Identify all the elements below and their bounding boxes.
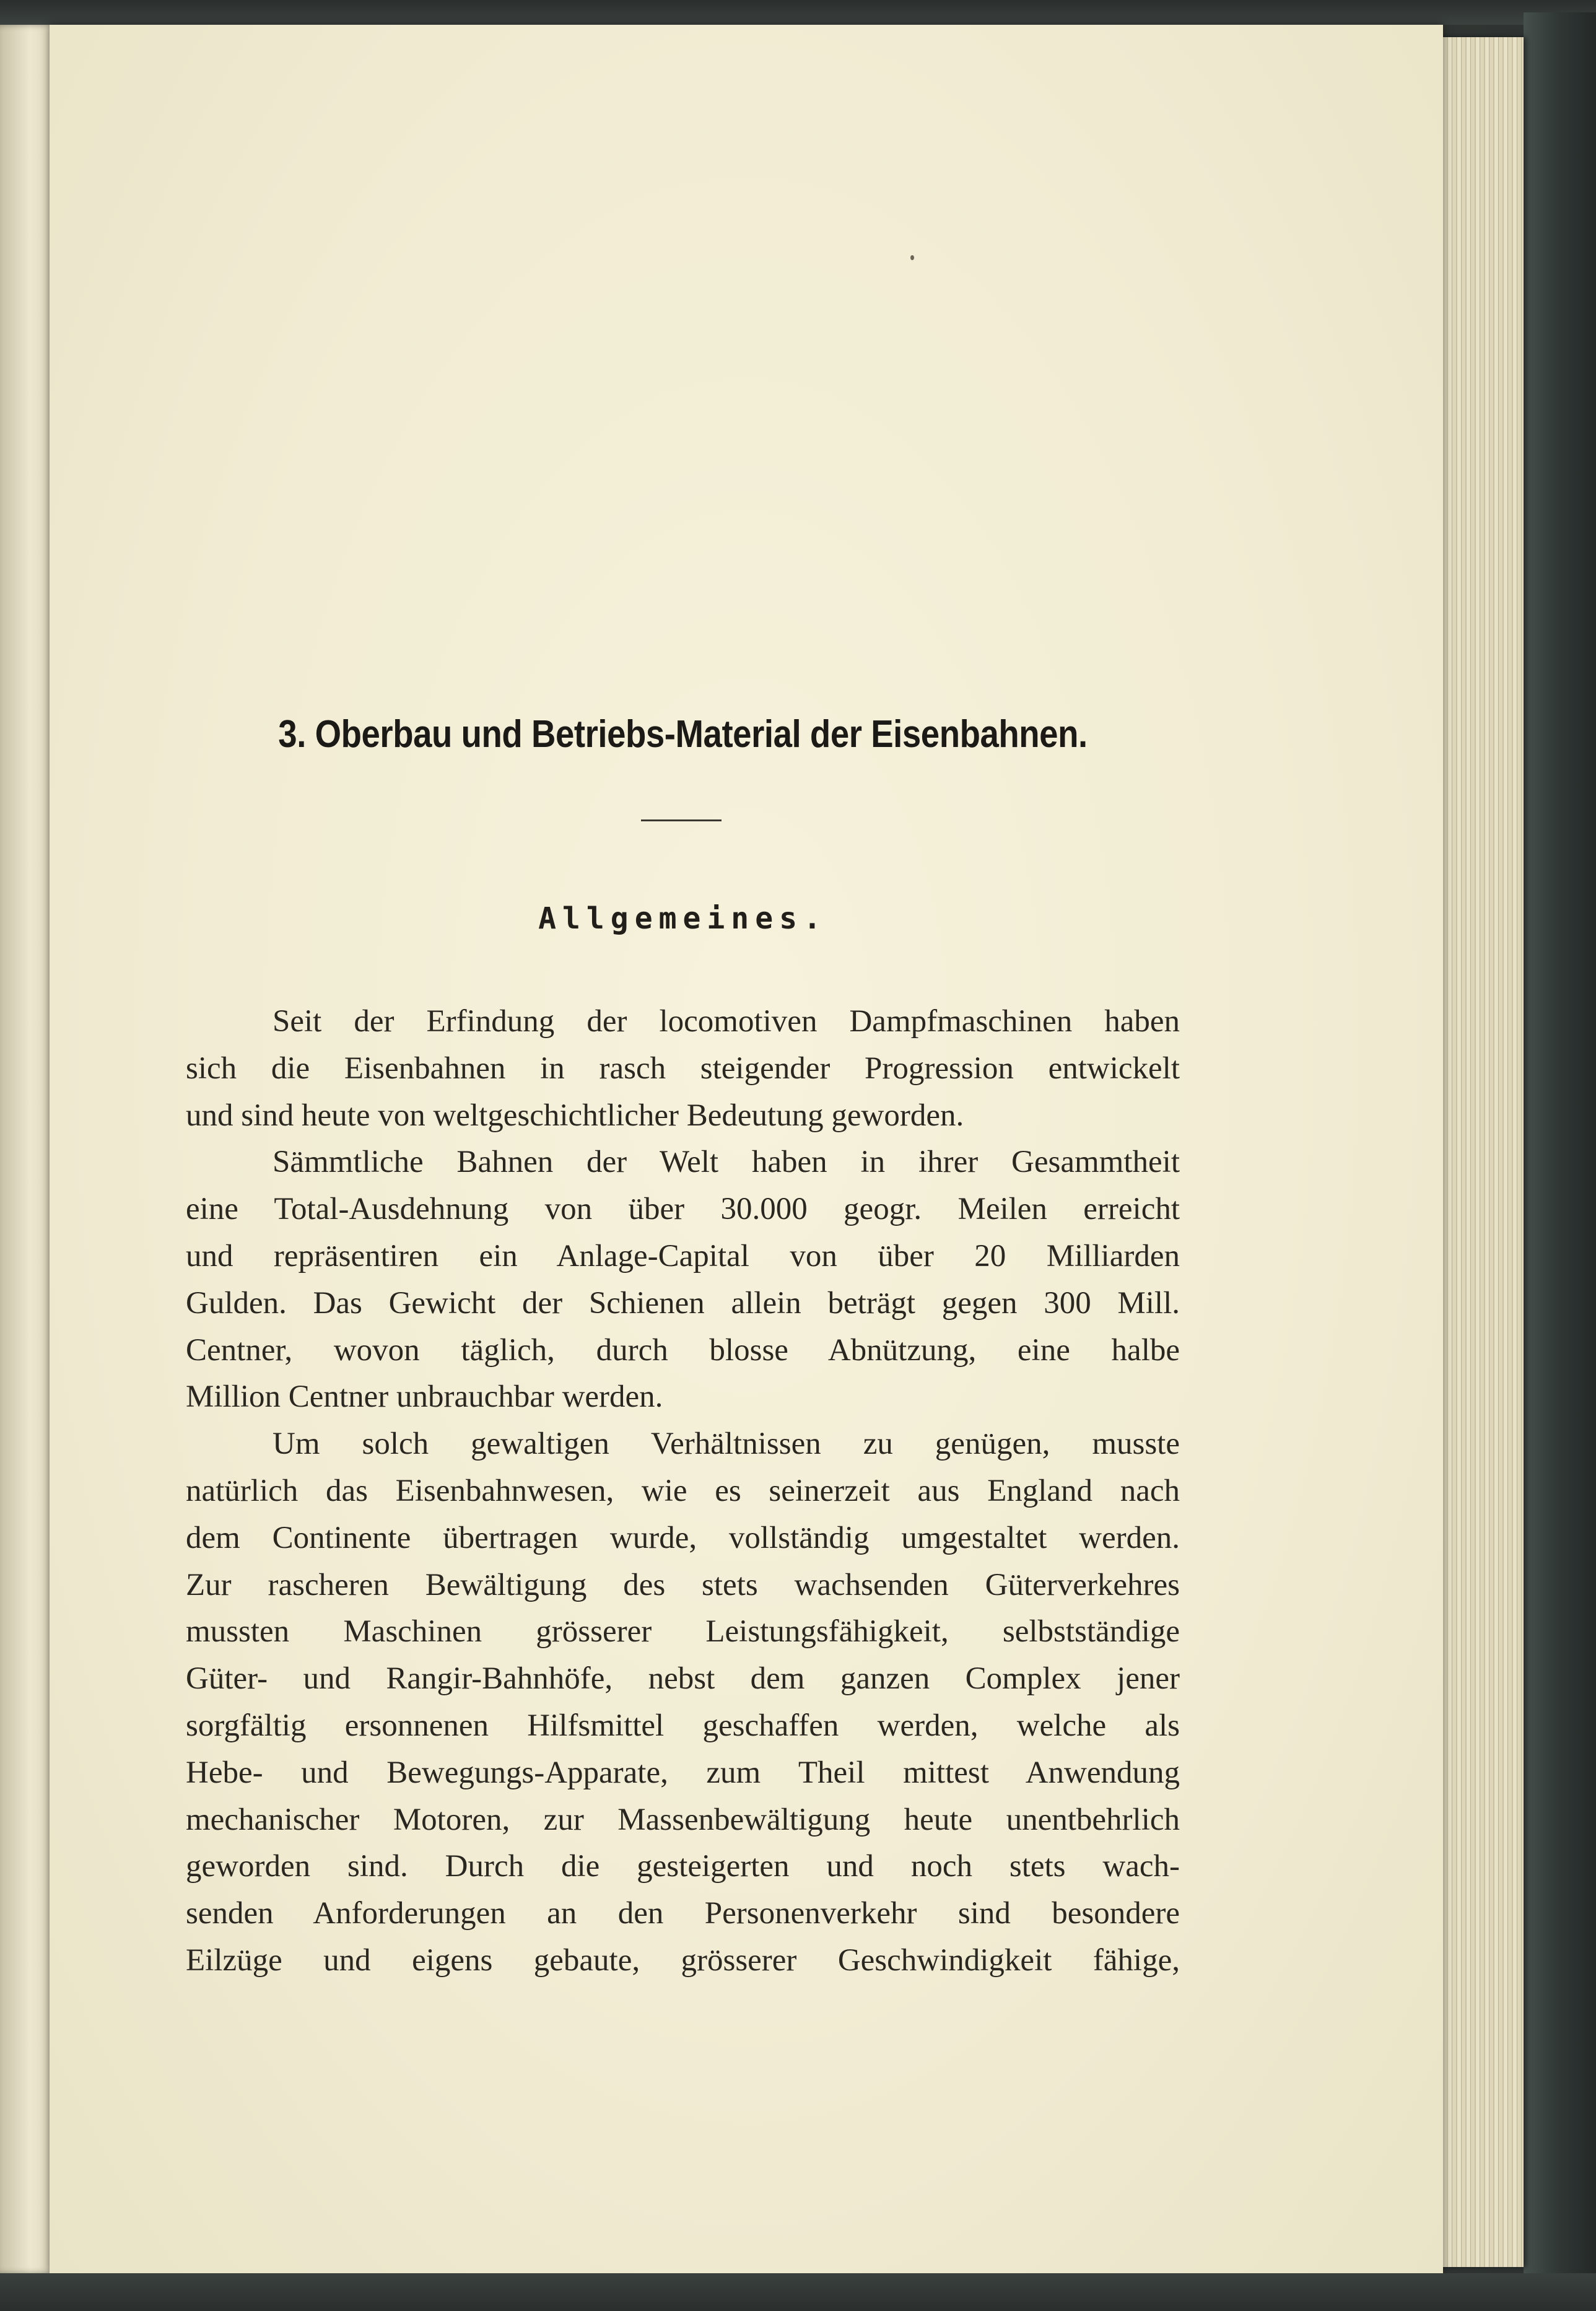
page-gutter <box>0 25 56 2273</box>
text-line: Güter- und Rangir-Bahnhöfe, nebst dem ganzen Complex jener <box>186 1661 1180 1697</box>
cover-top-edge <box>0 0 1596 25</box>
text-line: Million Centner unbrauchbar werden. <box>186 1379 663 1415</box>
text-line: Eilzüge und eigens gebaute, grösserer Geschwindigkeit fähige, <box>186 1942 1180 1978</box>
text-line: Hebe- und Bewegungs-Apparate, zum Theil mittest Anwendung <box>186 1755 1180 1790</box>
text-line: Centner, wovon täglich, durch blosse Abnützung, eine halbe <box>186 1332 1180 1368</box>
text-line: eine Total-Ausdehnung von über 30.000 geogr. Meilen erreicht <box>186 1192 1180 1227</box>
text-line: mussten Maschinen grösserer Leistungsfähigkeit, selbstständige <box>186 1614 1180 1649</box>
text-line: dem Continente übertragen wurde, vollständig umgestaltet werden. <box>186 1520 1180 1555</box>
text-line: Zur rascheren Bewältigung des stets wachsenden Güterverkehres <box>186 1567 1180 1602</box>
text-line: Um solch gewaltigen Verhältnissen zu genügen, musste <box>273 1426 1180 1462</box>
cover-bottom-edge <box>0 2273 1596 2311</box>
book-spine-edge <box>1524 12 1596 2298</box>
heading-divider <box>641 819 722 821</box>
body-text <box>186 998 1180 1985</box>
ink-speck <box>910 255 914 260</box>
text-line: und repräsentiren ein Anlage-Capital von über 20 Milliarden <box>186 1238 1180 1273</box>
text-line: Gulden. Das Gewicht der Schienen allein beträgt gegen 300 Mill. <box>186 1285 1180 1321</box>
text-line: Seit der Erfindung der locomotiven Dampfmaschinen haben <box>273 1004 1180 1039</box>
text-line: Sämmtliche Bahnen der Welt haben in ihrer Gesammtheit <box>273 1145 1180 1180</box>
text-line: natürlich das Eisenbahnwesen, wie es seinerzeit aus England nach <box>186 1473 1180 1508</box>
text-line: sich die Eisenbahnen in rasch steigender Progression entwickelt <box>186 1051 1180 1086</box>
subsection-heading: Allgemeines. <box>538 901 827 936</box>
text-line: mechanischer Motoren, zur Massenbewältigung heute unentbehrlich <box>186 1802 1180 1837</box>
text-line: sorgfältig ersonnenen Hilfsmittel geschaffen werden, welche als <box>186 1708 1180 1743</box>
text-line: geworden sind. Durch die gesteigerten und noch stets wach- <box>186 1849 1180 1884</box>
section-heading: 3. Oberbau und Betriebs-Material der Eisenbahnen. <box>278 713 1088 756</box>
text-line: senden Anforderungen an den Personenverkehr sind besondere <box>186 1896 1180 1931</box>
text-line: und sind heute von weltgeschichtlicher Bedeutung geworden. <box>186 1098 964 1133</box>
